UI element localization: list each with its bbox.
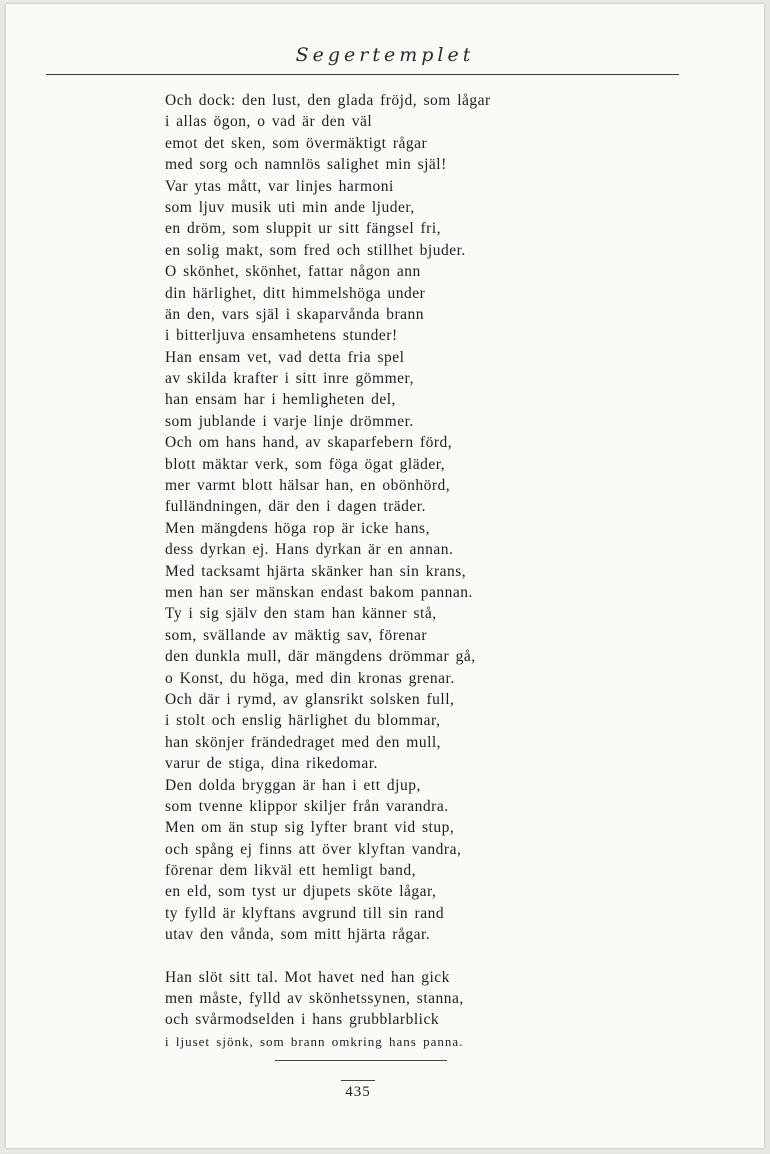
stanza-1 [165, 90, 545, 946]
verse-line: Var ytas mått, var linjes harmoni [165, 177, 394, 195]
verse-line: en eld, som tyst ur djupets sköte lågar, [165, 883, 437, 901]
verse-line: i bitterljuva ensamhetens stunder! [165, 327, 398, 345]
verse-line: Han ensam vet, vad detta fria spel [165, 348, 405, 366]
running-title: Segertemplet [295, 44, 475, 66]
verse-line: Och om hans hand, av skaparfebern förd, [165, 434, 453, 452]
verse-line: utav den vånda, som mitt hjärta rågar. [165, 926, 431, 944]
verse-line: en solig makt, som fred och stillhet bjuder. [165, 241, 466, 259]
verse-line: mer varmt blott hälsar han, en obönhörd, [165, 477, 451, 495]
verse-line: Men om än stup sig lyfter brant vid stup, [165, 819, 455, 837]
verse-line: Den dolda bryggan är han i ett djup, [165, 776, 421, 794]
verse-line: ty fylld är klyftans avgrund till sin rand [165, 904, 445, 922]
folio-rule [341, 1080, 375, 1081]
verse-line: fulländningen, där den i dagen träder. [165, 498, 426, 516]
verse-line: Men mängdens höga rop är icke hans, [165, 519, 430, 537]
verse-line: han skönjer frändedraget med den mull, [165, 733, 442, 751]
verse-line: och svårmodselden i hans grubblarblick [165, 1011, 440, 1029]
verse-line: som tvenne klippor skiljer från varandra. [165, 797, 449, 815]
verse-line: en dröm, som sluppit ur sitt fängsel fri, [165, 220, 442, 238]
verse-line: med sorg och namnlös salighet min själ! [165, 156, 447, 174]
verse-line: som ljuv musik uti min ande ljuder, [165, 198, 415, 216]
verse-line: men måste, fylld av skönhetssynen, stanna, [165, 990, 464, 1008]
verse-line: Med tacksamt hjärta skänker han sin krans, [165, 562, 467, 580]
stanza-2 [165, 967, 545, 1053]
end-rule [275, 1060, 447, 1061]
verse-line: än den, vars själ i skaparvånda brann [165, 305, 425, 323]
verse-line: Och dock: den lust, den glada fröjd, som lågar [165, 92, 491, 109]
verse-line: han ensam har i hemligheten del, [165, 391, 396, 409]
stanza-break [165, 946, 545, 967]
verse-line: Och där i rymd, av glansrikt solsken full, [165, 690, 455, 708]
verse-line: Han slöt sitt tal. Mot havet ned han gick [165, 968, 450, 986]
verse-line: din härlighet, ditt himmelshöga under [165, 284, 426, 302]
header-rule [46, 74, 679, 75]
verse-line: förenar dem likväl ett hemligt band, [165, 862, 416, 880]
poem-body [165, 90, 545, 1052]
page-number: 435 [345, 1084, 371, 1100]
verse-line: emot det sken, som övermäktigt rågar [165, 134, 428, 152]
verse-line: i ljuset sjönk, som brann omkring hans panna. [165, 1033, 464, 1049]
verse-line: den dunkla mull, där mängdens drömmar gå, [165, 648, 476, 666]
verse-line: av skilda krafter i sitt inre gömmer, [165, 370, 414, 388]
verse-line: Ty i sig själv den stam han känner stå, [165, 605, 437, 623]
verse-line: som, svällande av mäktig sav, förenar [165, 626, 428, 644]
verse-line: men han ser mänskan endast bakom pannan. [165, 583, 473, 601]
verse-line: O skönhet, skönhet, fattar någon ann [165, 263, 421, 281]
verse-line: varur de stiga, dina rikedomar. [165, 755, 378, 773]
verse-line: dess dyrkan ej. Hans dyrkan är en annan. [165, 541, 454, 559]
verse-line: o Konst, du höga, med din kronas grenar. [165, 669, 455, 687]
verse-line: som jublande i varje linje drömmer. [165, 412, 414, 430]
verse-line: i stolt och enslig härlighet du blommar, [165, 712, 441, 730]
verse-line: blott mäktar verk, som föga ögat gläder, [165, 455, 446, 473]
verse-line: och spång ej finns att över klyftan vandra, [165, 840, 462, 858]
verse-line: i allas ögon, o vad är den väl [165, 113, 373, 131]
